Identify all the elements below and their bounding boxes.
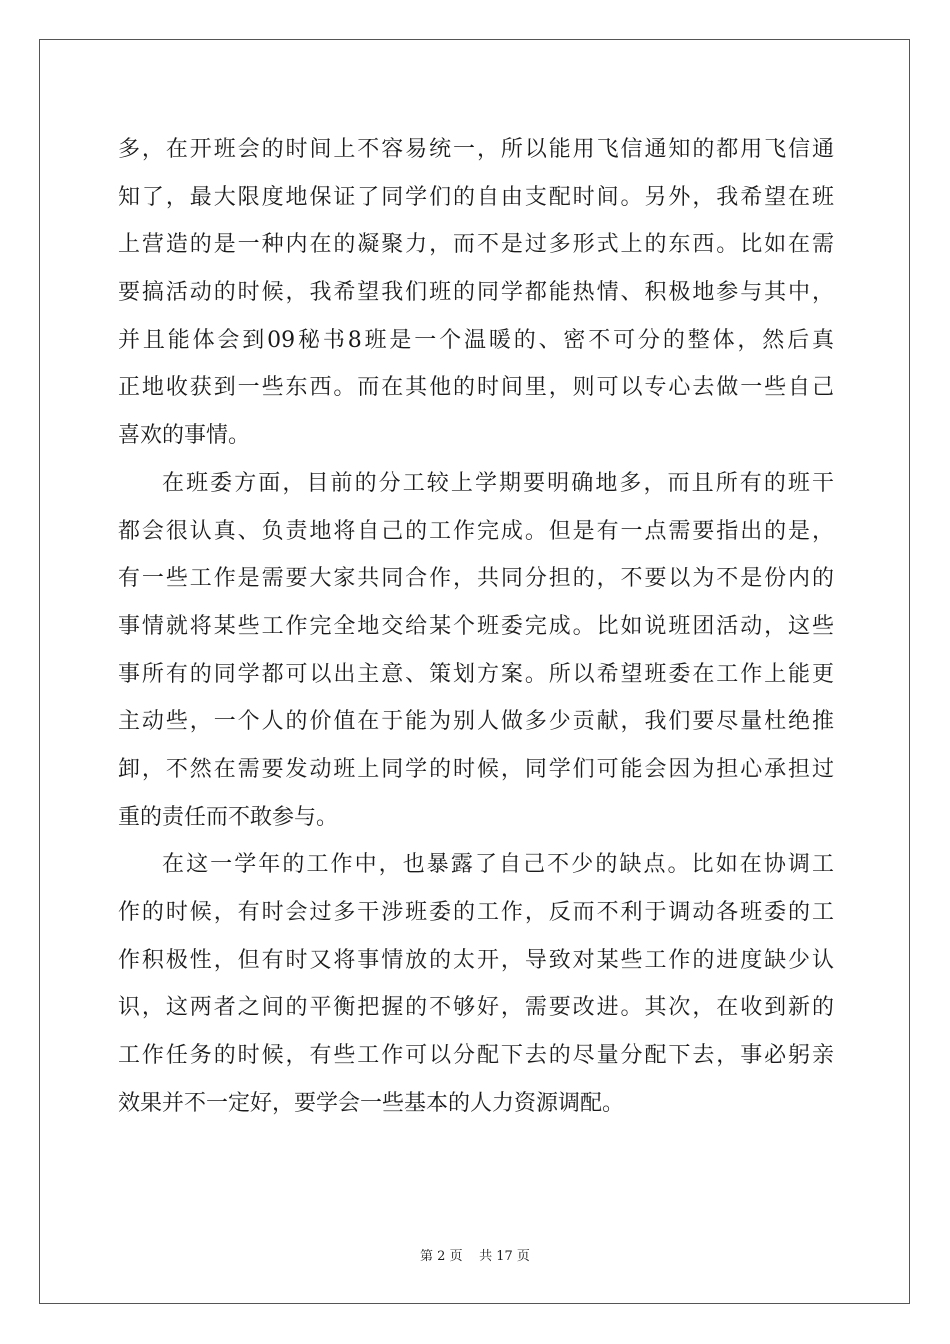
page-total: 共 17 页 <box>479 1249 530 1264</box>
text-line: 事所有的同学都可以出主意、策划方案。所以希望班委在工作上能更 <box>118 661 834 687</box>
text-line: 有一些工作是需要大家共同合作，共同分担的，不要以为不是份内的 <box>118 566 834 592</box>
text-line: 作的时候，有时会过多干涉班委的工作，反而不利于调动各班委的工 <box>118 900 834 925</box>
text-line: 工作任务的时候，有些工作可以分配下去的尽量分配下去，事必躬亲 <box>118 1043 834 1069</box>
paragraph-1 <box>118 126 834 460</box>
page-footer <box>0 1245 950 1264</box>
text-line: 作积极性，但有时又将事情放的太开，导致对某些工作的进度缺少认 <box>118 947 834 973</box>
text-line: 在这一学年的工作中，也暴露了自己不少的缺点。比如在协调工 <box>162 852 834 878</box>
text-line: 事情就将某些工作完全地交给某个班委完成。比如说班团活动，这些 <box>118 613 834 639</box>
paragraph-2 <box>118 460 834 842</box>
text-line: 卸，不然在需要发动班上同学的时候，同学们可能会因为担心承担过 <box>118 756 834 782</box>
text-line: 正地收获到一些东西。而在其他的时间里，则可以专心去做一些自己 <box>118 375 834 401</box>
text-line: 重的责任而不敢参与。 <box>118 804 339 830</box>
text-line: 喜欢的事情。 <box>118 423 251 449</box>
page-number: 第 2 页 <box>420 1249 463 1264</box>
text-line: 主动些，一个人的价值在于能为别人做多少贡献，我们要尽量杜绝推 <box>118 709 834 735</box>
text-line: 上营造的是一种内在的凝聚力，而不是过多形式上的东西。比如在需 <box>118 232 834 258</box>
text-line: 并且能体会到09秘书8班是一个温暖的、密不可分的整体，然后真 <box>118 327 834 353</box>
text-line: 要搞活动的时候，我希望我们班的同学都能热情、积极地参与其中， <box>118 280 834 306</box>
text-line: 识，这两者之间的平衡把握的不够好，需要改进。其次，在收到新的 <box>118 995 834 1021</box>
text-line: 多，在开班会的时间上不容易统一，所以能用飞信通知的都用飞信通 <box>118 137 834 162</box>
text-line: 都会很认真、负责地将自己的工作完成。但是有一点需要指出的是， <box>118 518 834 544</box>
text-line: 在班委方面，目前的分工较上学期要明确地多，而且所有的班干 <box>162 470 834 496</box>
text-line: 知了，最大限度地保证了同学们的自由支配时间。另外，我希望在班 <box>118 184 834 210</box>
paragraph-3 <box>118 841 834 1127</box>
text-line: 效果并不一定好，要学会一些基本的人力资源调配。 <box>118 1090 625 1116</box>
document-body <box>118 126 834 1127</box>
